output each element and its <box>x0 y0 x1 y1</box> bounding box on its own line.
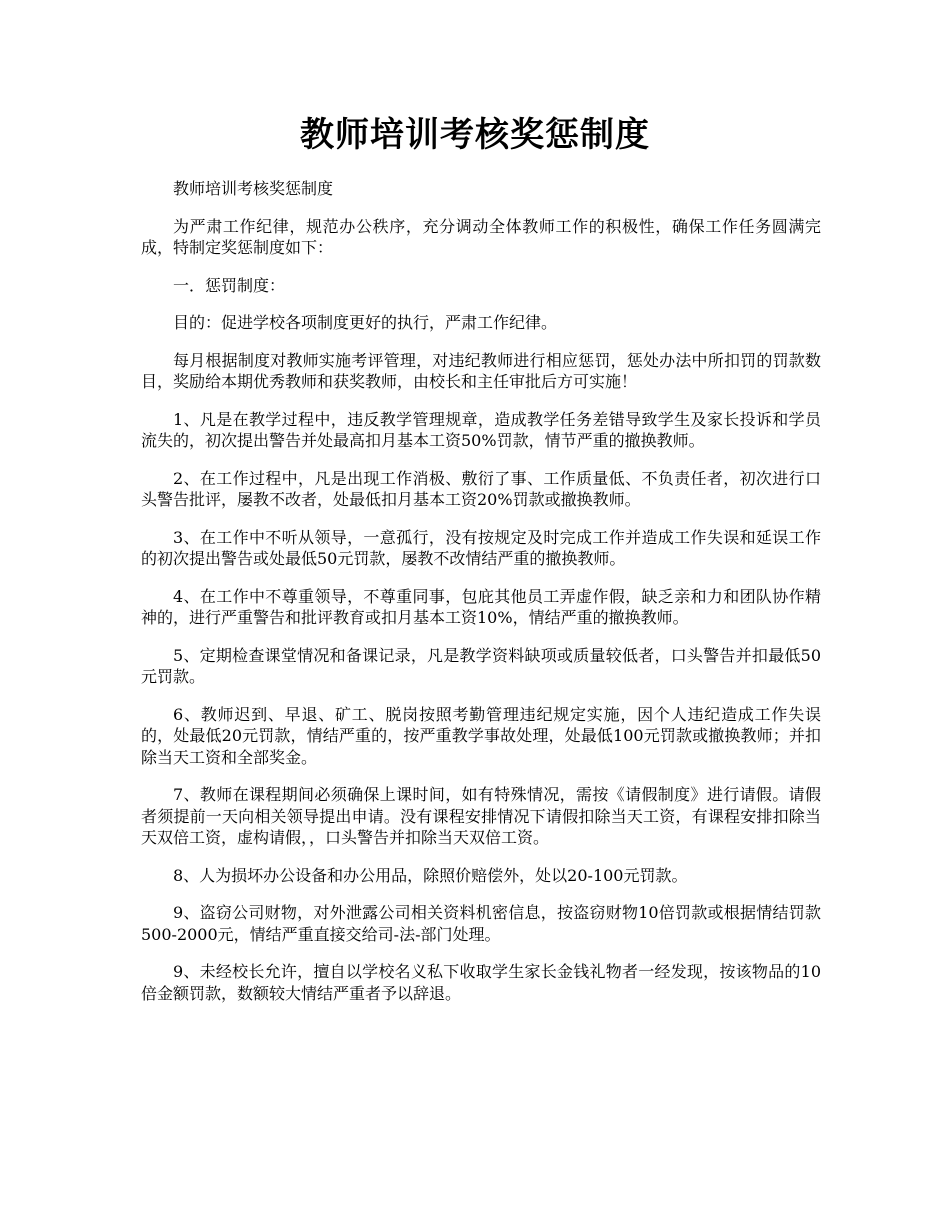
document-title: 教师培训考核奖惩制度 <box>300 115 650 155</box>
paragraph-monthly-review: 每月根据制度对教师实施考评管理，对违纪教师进行相应惩罚，惩处办法中所扣罚的罚款数目，奖励给本期优秀教师和获奖教师，由校长和主任审批后方可实施！ <box>141 350 821 391</box>
rule-item-7: 7、教师在课程期间必须确保上课时间，如有特殊情况，需按《请假制度》进行请假。请假者须提前一天向相关领导提出申请。没有课程安排情况下请假扣除当天工资，有课程安排扣除当天双倍工资，虚构请假，，口头警告并扣除当天双倍工资。 <box>141 785 821 847</box>
paragraph-purpose: 目的：促进学校各项制度更好的执行，严肃工作纪律。 <box>173 313 558 332</box>
rule-item-5: 5、定期检查课堂情况和备课记录，凡是教学资料缺项或质量较低者，口头警告并扣最低50元罚款。 <box>141 645 821 686</box>
rule-item-9b: 9、未经校长允许，擅自以学校名义私下收取学生家长金钱礼物者一经发现，按该物品的10倍金额罚款，数额较大情结严重者予以辞退。 <box>141 962 821 1003</box>
paragraph-intro: 为严肃工作纪律，规范办公秩序，充分调动全体教师工作的积极性，确保工作任务圆满完成，特制定奖惩制度如下： <box>141 216 821 257</box>
rule-item-4: 4、在工作中不尊重领导，不尊重同事，包庇其他员工弄虚作假，缺乏亲和力和团队协作精神的，进行严重警告和批评教育或扣月基本工资10%，情结严重的撤换教师。 <box>141 586 821 627</box>
rule-item-9a: 9、盗窃公司财物，对外泄露公司相关资料机密信息，按盗窃财物10倍罚款或根据情结罚款500-2000元，情结严重直接交给司-法-部门处理。 <box>141 903 821 944</box>
paragraph-subtitle: 教师培训考核奖惩制度 <box>173 179 334 198</box>
document-body <box>141 178 821 1020</box>
rule-item-1: 1、凡是在教学过程中，违反教学管理规章，造成教学任务差错导致学生及家长投诉和学员流失的，初次提出警告并处最高扣月基本工资50%罚款，情节严重的撤换教师。 <box>141 409 821 450</box>
section-heading-punishment: 一．惩罚制度： <box>173 275 286 295</box>
rule-item-2: 2、在工作过程中，凡是出现工作消极、敷衍了事、工作质量低、不负责任者，初次进行口头警告批评，屡教不改者，处最低扣月基本工资20%罚款或撤换教师。 <box>141 468 821 509</box>
rule-item-6: 6、教师迟到、早退、矿工、脱岗按照考勤管理违纪规定实施，因个人违纪造成工作失误的，处最低20元罚款，情结严重的，按严重教学事故处理，处最低100元罚款或撤换教师；并扣除当天工资和全部奖金。 <box>141 704 821 767</box>
rule-item-3: 3、在工作中不听从领导，一意孤行，没有按规定及时完成工作并造成工作失误和延误工作的初次提出警告或处最低50元罚款，屡教不改情结严重的撤换教师。 <box>141 527 821 568</box>
rule-item-8: 8、人为损坏办公设备和办公用品，除照价赔偿外，处以20-100元罚款。 <box>173 865 688 885</box>
